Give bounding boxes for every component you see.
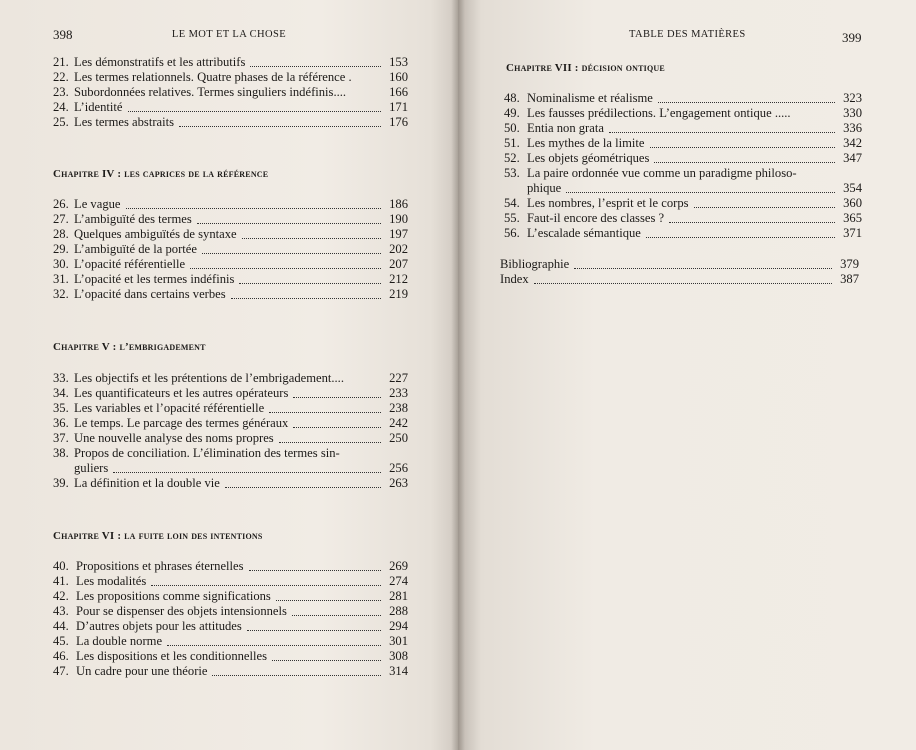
entry-page-number: 263 — [389, 476, 408, 490]
dot-leader — [574, 268, 832, 269]
dot-leader — [113, 472, 381, 473]
entry-title: Les quantificateurs et les autres opérateurs — [74, 386, 289, 400]
entry-number: 45. — [53, 634, 69, 648]
dot-leader — [179, 126, 381, 127]
entry-number: 50. — [504, 121, 520, 135]
toc-entry — [504, 91, 862, 106]
entry-title: L’opacité référentielle — [74, 257, 186, 271]
toc-chapter-v — [53, 371, 408, 491]
left-page-number: 398 — [53, 27, 73, 42]
dot-leader — [534, 283, 832, 284]
entry-title: Une nouvelle analyse des noms propres — [74, 431, 274, 445]
dot-leader — [566, 192, 835, 193]
entry-page-number: 166 — [389, 85, 408, 99]
toc-entry — [504, 121, 862, 136]
toc-chapter-vi — [53, 559, 408, 679]
entry-page-number: 242 — [389, 416, 408, 430]
entry-page-number: 360 — [843, 196, 862, 210]
toc-entry — [53, 574, 408, 589]
entry-page-number: 308 — [389, 649, 408, 663]
toc-entry — [53, 272, 408, 287]
entry-title: Les objectifs et les prétentions de l’embrigadement.... — [74, 371, 344, 385]
entry-title: L’ambiguïté de la portée — [74, 242, 197, 256]
entry-title: Le vague — [74, 197, 121, 211]
dot-leader — [197, 223, 381, 224]
entry-title: Pour se dispenser des objets intensionnels — [76, 604, 287, 618]
entry-page-number: 176 — [389, 115, 408, 129]
dot-leader — [609, 132, 835, 133]
entry-number: 47. — [53, 664, 69, 678]
entry-number: 48. — [504, 91, 520, 105]
toc-entry — [53, 664, 408, 679]
entry-number: 46. — [53, 649, 69, 663]
entry-number: 32. — [53, 287, 69, 301]
toc-entry — [53, 197, 408, 212]
toc-entry — [53, 70, 408, 85]
entry-title: Quelques ambiguïtés de syntaxe — [74, 227, 237, 241]
toc-entry — [53, 55, 408, 70]
entry-title: L’escalade sémantique — [527, 226, 641, 240]
entry-title: Les nombres, l’esprit et le corps — [527, 196, 689, 210]
entry-number: 42. — [53, 589, 69, 603]
toc-chapter-iv — [53, 197, 408, 302]
entry-number: 33. — [53, 371, 69, 385]
dot-leader — [658, 102, 835, 103]
entry-number: 26. — [53, 197, 69, 211]
entry-number: 27. — [53, 212, 69, 226]
chapter-heading: Chapitre V : l’embrigadement — [53, 341, 206, 353]
dot-leader — [269, 412, 381, 413]
toc-entry — [500, 257, 859, 272]
entry-title: L’identité — [74, 100, 123, 114]
entry-number: 52. — [504, 151, 520, 165]
entry-title: Le temps. Le parcage des termes généraux — [74, 416, 289, 430]
entry-page-number: 250 — [389, 431, 408, 445]
entry-title: Les dispositions et les conditionnelles — [76, 649, 267, 663]
entry-number: 24. — [53, 100, 69, 114]
entry-title: Propos de conciliation. L’élimination des termes sin- — [74, 446, 340, 460]
entry-title: L’opacité dans certains verbes — [74, 287, 226, 301]
dot-leader — [272, 660, 381, 661]
entry-page-number: 153 — [389, 55, 408, 69]
dot-leader — [654, 162, 835, 163]
entry-page-number: 314 — [389, 664, 408, 678]
entry-number: 55. — [504, 211, 520, 225]
toc-entry — [53, 242, 408, 257]
dot-leader — [293, 397, 381, 398]
entry-number: 36. — [53, 416, 69, 430]
entry-title-continued: guliers — [74, 461, 109, 475]
toc-entry — [53, 386, 408, 401]
entry-title: Les propositions comme significations — [76, 589, 271, 603]
toc-entry — [53, 619, 408, 634]
entry-page-number: 371 — [843, 226, 862, 240]
entry-title: Faut-il encore des classes ? — [527, 211, 665, 225]
dot-leader — [190, 268, 381, 269]
toc-entry — [53, 446, 408, 476]
dot-leader — [279, 442, 381, 443]
entry-number: 28. — [53, 227, 69, 241]
dot-leader — [231, 298, 381, 299]
toc-entry — [53, 589, 408, 604]
entry-page-number: 281 — [389, 589, 408, 603]
entry-title: Les modalités — [76, 574, 147, 588]
entry-page-number: 233 — [389, 386, 408, 400]
toc-entry — [53, 604, 408, 619]
entry-page-number: 354 — [843, 181, 862, 195]
dot-leader — [242, 238, 381, 239]
entry-number: 53. — [504, 166, 520, 180]
entry-title: Subordonnées relatives. Termes singuliers indéfinis.... — [74, 85, 347, 99]
entry-title: Un cadre pour une théorie — [76, 664, 208, 678]
entry-page-number: 212 — [389, 272, 408, 286]
toc-entry — [504, 211, 862, 226]
toc-entry — [53, 115, 408, 130]
entry-page-number: 330 — [843, 106, 862, 120]
entry-page-number: 379 — [840, 257, 859, 271]
entry-page-number: 323 — [843, 91, 862, 105]
dot-leader — [128, 111, 382, 112]
entry-page-number: 336 — [843, 121, 862, 135]
entry-page-number: 274 — [389, 574, 408, 588]
entry-title: Nominalisme et réalisme — [527, 91, 653, 105]
entry-title: Les démonstratifs et les attributifs — [74, 55, 246, 69]
entry-number: 34. — [53, 386, 69, 400]
toc-entry — [53, 416, 408, 431]
dot-leader — [669, 222, 835, 223]
entry-number: 44. — [53, 619, 69, 633]
entry-page-number: 219 — [389, 287, 408, 301]
toc-entry — [53, 85, 408, 100]
entry-title: Index — [500, 272, 529, 286]
entry-number: 56. — [504, 226, 520, 240]
entry-page-number: 202 — [389, 242, 408, 256]
entry-number: 39. — [53, 476, 69, 490]
dot-leader — [225, 487, 381, 488]
toc-entry — [53, 649, 408, 664]
dot-leader — [151, 585, 381, 586]
entry-page-number: 342 — [843, 136, 862, 150]
entry-page-number: 207 — [389, 257, 408, 271]
dot-leader — [250, 66, 381, 67]
dot-leader — [202, 253, 381, 254]
entry-title: Les mythes de la limite — [527, 136, 645, 150]
entry-page-number: 365 — [843, 211, 862, 225]
entry-page-number: 387 — [840, 272, 859, 286]
entry-title: La paire ordonnée vue comme un paradigme philoso- — [527, 166, 797, 180]
chapter-heading: Chapitre VI : la fuite loin des intentions — [53, 530, 263, 542]
entry-page-number: 171 — [389, 100, 408, 114]
book-gutter — [451, 0, 465, 750]
entry-number: 49. — [504, 106, 520, 120]
entry-title: L’opacité et les termes indéfinis — [74, 272, 235, 286]
toc-entry — [504, 106, 862, 121]
entry-title: Les termes relationnels. Quatre phases de la référence . — [74, 70, 352, 84]
entry-title: La double norme — [76, 634, 163, 648]
entry-title: Les objets géométriques — [527, 151, 650, 165]
dot-leader — [167, 645, 381, 646]
entry-number: 43. — [53, 604, 69, 618]
toc-entry — [53, 476, 408, 491]
toc-entry — [53, 431, 408, 446]
dot-leader — [126, 208, 381, 209]
toc-entry — [504, 196, 862, 211]
entry-page-number: 160 — [389, 70, 408, 84]
entry-number: 40. — [53, 559, 69, 573]
entry-title: Les termes abstraits — [74, 115, 175, 129]
right-page-number: 399 — [842, 30, 862, 45]
toc-chapter-vii — [504, 91, 862, 241]
toc-entry — [53, 212, 408, 227]
entry-number: 21. — [53, 55, 69, 69]
entry-title: L’ambiguïté des termes — [74, 212, 192, 226]
entry-number: 54. — [504, 196, 520, 210]
entry-title: D’autres objets pour les attitudes — [76, 619, 242, 633]
entry-title-continued: phique — [527, 181, 562, 195]
chapter-heading: Chapitre IV : les caprices de la référence — [53, 168, 269, 180]
entry-title: Bibliographie — [500, 257, 570, 271]
entry-page-number: 288 — [389, 604, 408, 618]
dot-leader — [694, 207, 835, 208]
entry-page-number: 190 — [389, 212, 408, 226]
entry-page-number: 256 — [389, 461, 408, 475]
toc-back-matter — [500, 257, 859, 287]
dot-leader — [239, 283, 381, 284]
entry-number: 51. — [504, 136, 520, 150]
entry-page-number: 294 — [389, 619, 408, 633]
entry-number: 23. — [53, 85, 69, 99]
entry-title: Les variables et l’opacité référentielle — [74, 401, 265, 415]
toc-entry — [53, 401, 408, 416]
entry-number: 29. — [53, 242, 69, 256]
dot-leader — [646, 237, 835, 238]
toc-entry — [504, 226, 862, 241]
entry-page-number: 238 — [389, 401, 408, 415]
right-running-head: TABLE DES MATIÈRES — [629, 29, 746, 40]
entry-number: 30. — [53, 257, 69, 271]
toc-entry — [504, 166, 862, 196]
toc-entry — [504, 136, 862, 151]
toc-entry — [53, 257, 408, 272]
dot-leader — [292, 615, 381, 616]
entry-title: La définition et la double vie — [74, 476, 220, 490]
toc-entry — [500, 272, 859, 287]
entry-page-number: 197 — [389, 227, 408, 241]
toc-entry — [53, 227, 408, 242]
dot-leader — [247, 630, 381, 631]
entry-number: 25. — [53, 115, 69, 129]
toc-entry — [53, 100, 408, 115]
entry-page-number: 269 — [389, 559, 408, 573]
toc-entry — [53, 371, 408, 386]
entry-number: 31. — [53, 272, 69, 286]
entry-number: 37. — [53, 431, 69, 445]
entry-page-number: 301 — [389, 634, 408, 648]
entry-title: Propositions et phrases éternelles — [76, 559, 244, 573]
entry-title: Entia non grata — [527, 121, 604, 135]
entry-number: 38. — [53, 446, 69, 460]
toc-top-section — [53, 55, 408, 130]
dot-leader — [293, 427, 381, 428]
entry-number: 22. — [53, 70, 69, 84]
dot-leader — [650, 147, 835, 148]
right-page — [458, 0, 916, 750]
entry-number: 35. — [53, 401, 69, 415]
left-running-head: LE MOT ET LA CHOSE — [171, 29, 287, 40]
entry-number: 41. — [53, 574, 69, 588]
toc-entry — [53, 634, 408, 649]
toc-entry — [504, 151, 862, 166]
dot-leader — [212, 675, 381, 676]
dot-leader — [249, 570, 381, 571]
entry-title: Les fausses prédilections. L’engagement ontique ..... — [527, 106, 791, 120]
entry-page-number: 186 — [389, 197, 408, 211]
dot-leader — [276, 600, 381, 601]
chapter-heading: Chapitre VII : décision ontique — [506, 62, 665, 74]
entry-page-number: 227 — [389, 371, 408, 385]
toc-entry — [53, 559, 408, 574]
entry-page-number: 347 — [843, 151, 862, 165]
toc-entry — [53, 287, 408, 302]
